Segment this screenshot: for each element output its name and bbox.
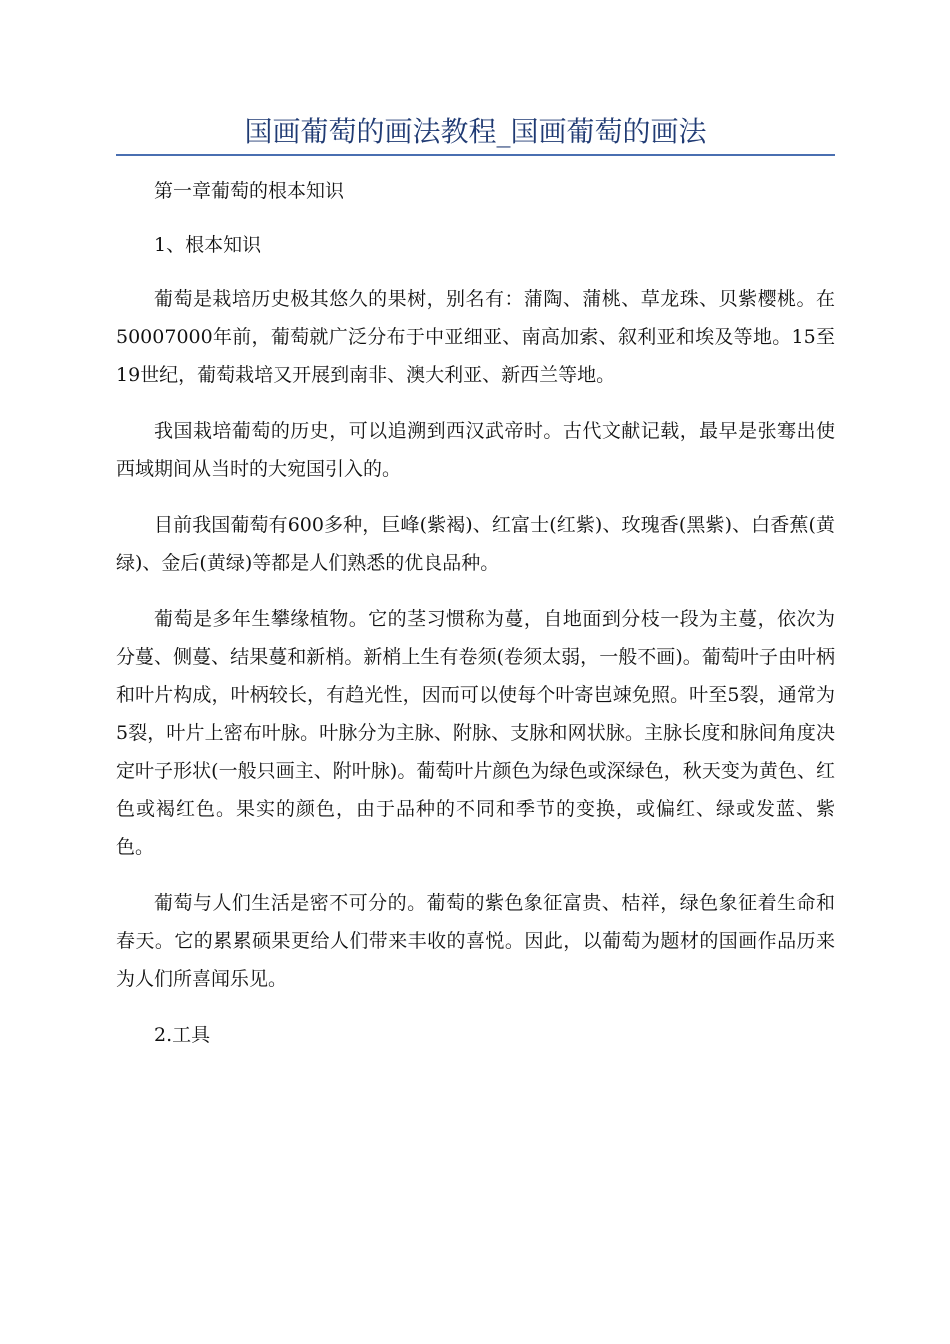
body-paragraph: 葡萄是栽培历史极其悠久的果树，别名有：蒲陶、蒲桃、草龙珠、贝紫樱桃。在50007000年前，葡萄就广泛分布于中亚细亚、南高加索、叙利亚和埃及等地。15至19世纪，葡萄栽培又开展到南非、澳大利亚、新西兰等地。: [116, 288, 835, 386]
body-paragraph: 葡萄与人们生活是密不可分的。葡萄的紫色象征富贵、桔祥，绿色象征着生命和春天。它的累累硕果更给人们带来丰收的喜悦。因此，以葡萄为题材的国画作品历来为人们所喜闻乐见。: [116, 892, 835, 990]
body-paragraph: 目前我国葡萄有600多种，巨峰(紫褐)、红富士(红紫)、玫瑰香(黑紫)、白香蕉(黄绿)、金后(黄绿)等都是人们熟悉的优良品种。: [116, 514, 835, 574]
section-heading: 1、根本知识: [154, 234, 262, 256]
body-paragraph: 葡萄是多年生攀缘植物。它的茎习惯称为蔓，自地面到分枝一段为主蔓，依次为分蔓、侧蔓、结果蔓和新梢。新梢上生有卷须(卷须太弱，一般不画)。葡萄叶子由叶柄和叶片构成，叶柄较长，有趋光性，因而可以使每个叶寄岜竦免照。叶至5裂，通常为5裂，叶片上密布叶脉。叶脉分为主脉、附脉、支脉和网状脉。主脉长度和脉间角度决定叶子形状(一般只画主、附叶脉)。葡萄叶片颜色为绿色或深绿色，秋天变为黄色、红色或褐红色。果实的颜色，由于品种的不同和季节的变换，或偏红、绿或发蓝、紫色。: [116, 608, 835, 858]
document-body: [116, 172, 835, 1070]
title-underline: [116, 154, 835, 156]
section-heading: 2.工具: [154, 1024, 211, 1046]
body-paragraph: 我国栽培葡萄的历史，可以追溯到西汉武帝时。古代文献记载，最早是张骞出使西域期间从当时的大宛国引入的。: [116, 420, 835, 480]
chapter-heading: 第一章葡萄的根本知识: [154, 180, 345, 202]
document-title: 国画葡萄的画法教程_国画葡萄的画法: [244, 115, 707, 148]
